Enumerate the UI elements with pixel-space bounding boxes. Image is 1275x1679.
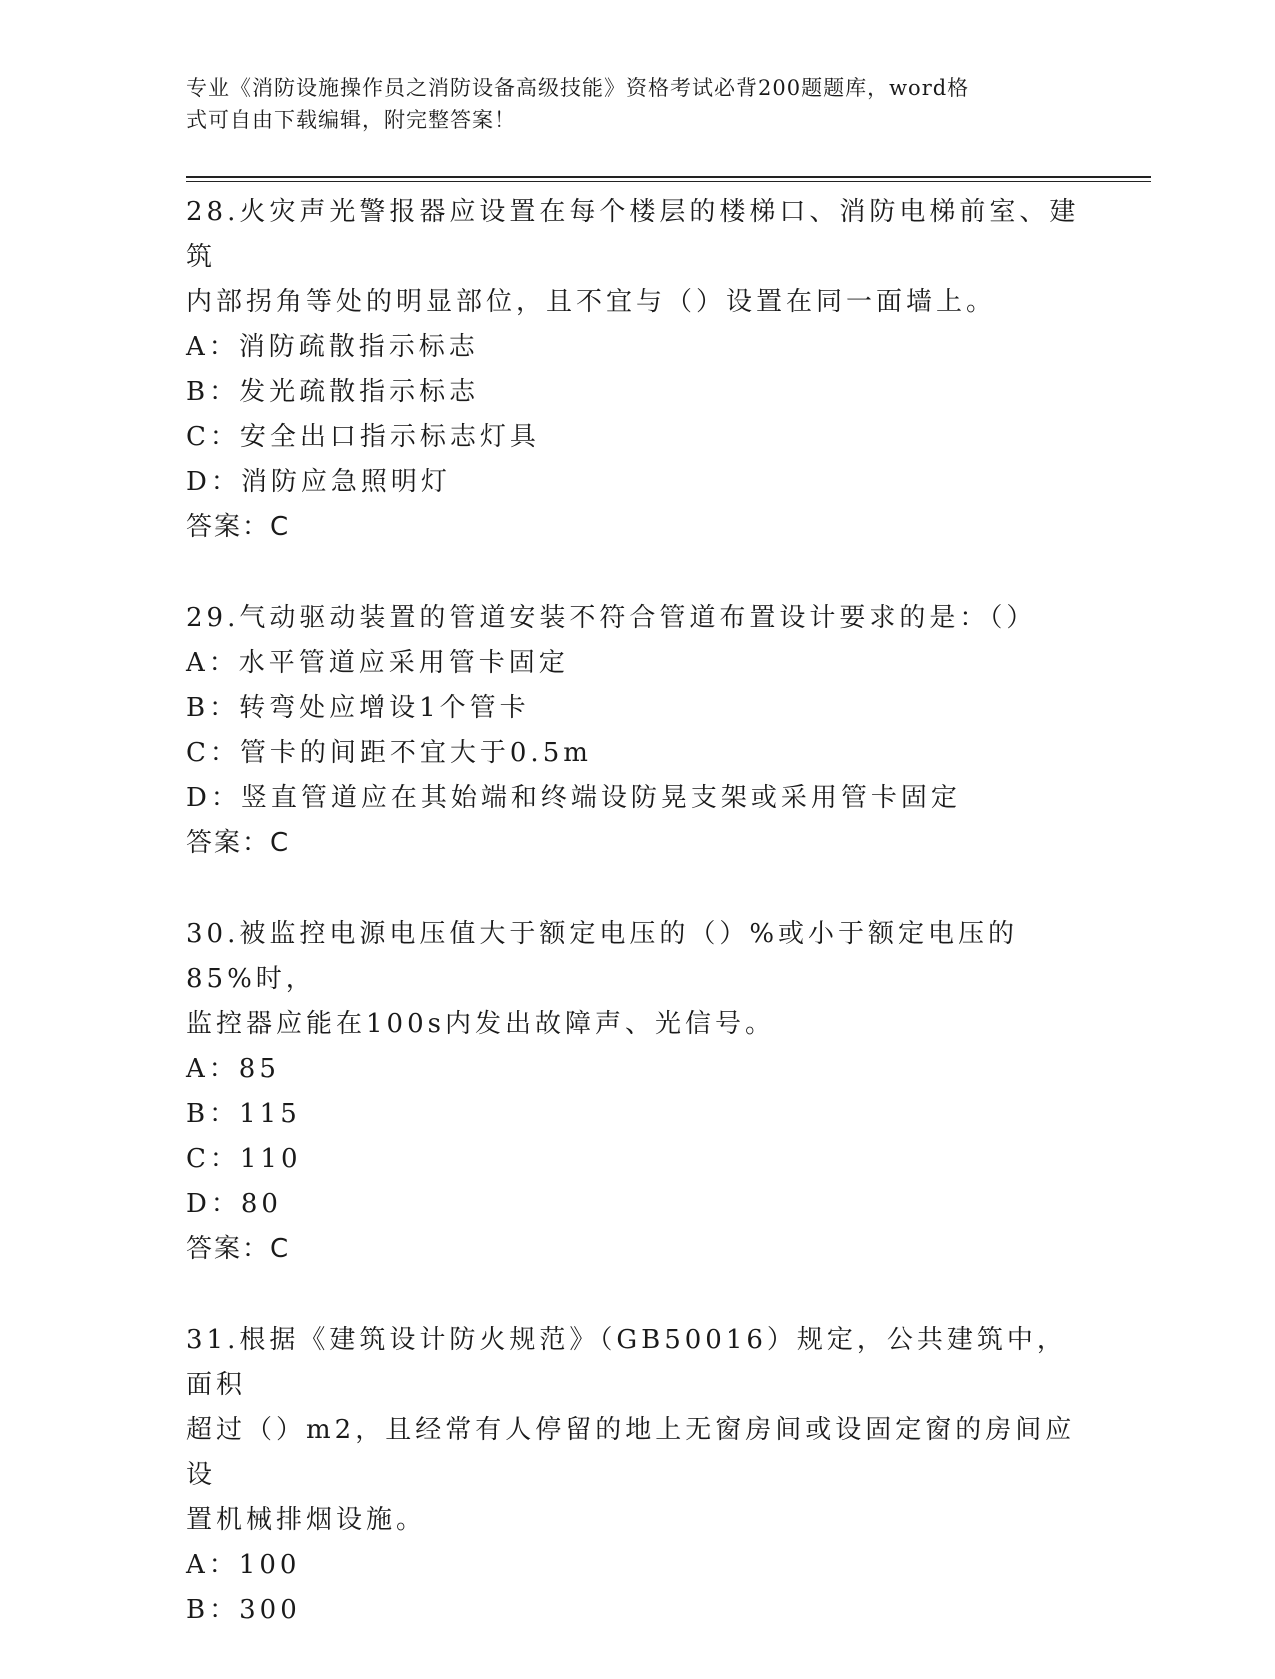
answer: 答案：C — [186, 828, 291, 858]
question-text: 超过（）m2，且经常有人停留的地上无窗房间或设固定窗的房间应设 — [186, 1415, 1076, 1490]
option-b: B：115 — [186, 1099, 301, 1129]
option-a: A：85 — [186, 1054, 280, 1084]
option-c: C：管卡的间距不宜大于0.5m — [186, 738, 592, 768]
option-d: D：80 — [186, 1189, 282, 1219]
question-31 — [186, 1318, 1086, 1633]
question-text: 内部拐角等处的明显部位，且不宜与（）设置在同一面墙上。 — [186, 287, 997, 317]
answer: 答案：C — [186, 512, 291, 542]
document-header — [186, 72, 1066, 136]
question-29 — [186, 596, 1086, 866]
question-text: 31.根据《建筑设计防火规范》（GB50016）规定，公共建筑中，面积 — [186, 1325, 1067, 1400]
question-text: 28.火灾声光警报器应设置在每个楼层的楼梯口、消防电梯前室、建筑 — [186, 197, 1080, 272]
option-d: D：竖直管道应在其始端和终端设防晃支架或采用管卡固定 — [186, 783, 961, 813]
header-line-1: 专业《消防设施操作员之消防设备高级技能》资格考试必背200题题库，word格 — [186, 76, 970, 100]
header-line-2: 式可自由下载编辑，附完整答案！ — [186, 108, 516, 132]
question-text: 置机械排烟设施。 — [186, 1505, 427, 1535]
option-a: A：水平管道应采用管卡固定 — [186, 648, 569, 678]
header-divider-thick — [186, 176, 1151, 178]
question-text: 30.被监控电源电压值大于额定电压的（）%或小于额定电压的85%时， — [186, 919, 1019, 994]
option-c: C：安全出口指示标志灯具 — [186, 422, 540, 452]
header-divider-thin — [186, 181, 1151, 182]
option-a: A：消防疏散指示标志 — [186, 332, 479, 362]
question-text: 29.气动驱动装置的管道安装不符合管道布置设计要求的是：（） — [186, 603, 1037, 633]
option-b: B：发光疏散指示标志 — [186, 377, 480, 407]
question-list — [186, 190, 1086, 1679]
option-c: C：110 — [186, 1144, 302, 1174]
option-a: A：100 — [186, 1550, 301, 1580]
option-b: B：转弯处应增设1个管卡 — [186, 693, 530, 723]
question-28 — [186, 190, 1086, 550]
question-30 — [186, 912, 1086, 1272]
answer: 答案：C — [186, 1234, 291, 1264]
question-text: 监控器应能在100s内发出故障声、光信号。 — [186, 1009, 775, 1039]
option-b: B：300 — [186, 1595, 301, 1625]
option-d: D：消防应急照明灯 — [186, 467, 451, 497]
